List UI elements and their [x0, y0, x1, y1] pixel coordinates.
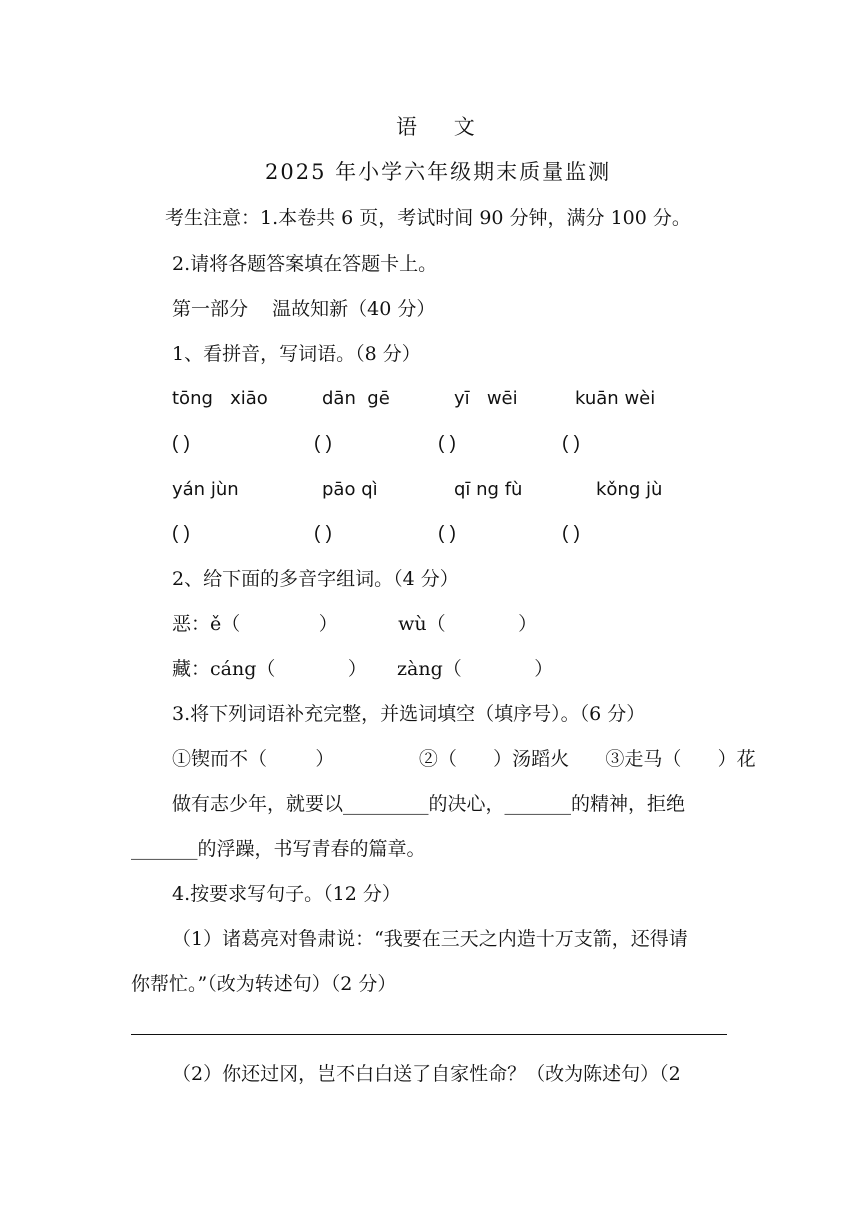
- answer-blank-1-4[interactable]: ( ): [562, 433, 580, 454]
- pinyin-1-4: kuān wèi: [575, 388, 656, 409]
- pinyin-2-3: qī ng fù: [454, 479, 523, 500]
- pinyin-2-4: kǒng jù: [596, 479, 663, 500]
- q3-heading: 3.将下列词语补充完整，并选词填空（填序号）。（6 分）: [172, 703, 646, 725]
- answer-line[interactable]: [131, 1034, 727, 1035]
- q2-line-2: 藏：cáng（ ） zàng（ ）: [172, 658, 554, 680]
- notice-line-1: 考生注意：1.本卷共 6 页，考试时间 90 分钟，满分 100 分。: [165, 207, 691, 229]
- answer-blank-2-1[interactable]: ( ): [172, 523, 190, 544]
- q4-sentence-2-line-1: （2）你还过冈，岂不白白送了自家性命？（改为陈述句）（2: [172, 1063, 681, 1085]
- q3-items: ①锲而不（ ） ②（ ）汤蹈火 ③走马（ ）花: [172, 748, 756, 770]
- q2-heading: 2、给下面的多音字组词。（4 分）: [172, 568, 459, 590]
- q4-sentence-1-line-1: （1）诸葛亮对鲁肃说：“我要在三天之内造十万支箭，还得请: [172, 928, 688, 950]
- answer-blank-2-2[interactable]: ( ): [314, 523, 332, 544]
- exam-title: 2025 年小学六年级期末质量监测: [265, 160, 612, 184]
- answer-blank-1-1[interactable]: ( ): [172, 433, 190, 454]
- subject-title: 语 文: [396, 115, 477, 139]
- part1-heading: 第一部分 温故知新（40 分）: [172, 298, 436, 320]
- notice-line-2: 2.请将各题答案填在答题卡上。: [172, 253, 438, 275]
- answer-blank-1-3[interactable]: ( ): [438, 433, 456, 454]
- pinyin-1-1: tōng xiāo: [172, 388, 268, 409]
- answer-blank-2-3[interactable]: ( ): [438, 523, 456, 544]
- q4-heading: 4.按要求写句子。（12 分）: [172, 883, 401, 905]
- pinyin-1-3: yī wēi: [454, 388, 518, 409]
- pinyin-2-2: pāo qì: [322, 479, 378, 500]
- q4-sentence-1-line-2: 你帮忙。”（改为转述句）（2 分）: [131, 973, 397, 995]
- pinyin-1-2: dān gē: [322, 388, 390, 409]
- answer-blank-2-4[interactable]: ( ): [562, 523, 580, 544]
- answer-blank-1-2[interactable]: ( ): [314, 433, 332, 454]
- q1-heading: 1、看拼音，写词语。（8 分）: [172, 343, 421, 365]
- q3-sentence-2: _______的浮躁，书写青春的篇章。: [131, 838, 426, 860]
- q3-sentence-1: 做有志少年，就要以_________的决心，_______的精神，拒绝: [172, 793, 686, 815]
- q2-line-1: 恶：ě（ ） wù（ ）: [172, 613, 538, 635]
- pinyin-2-1: yán jùn: [172, 479, 239, 500]
